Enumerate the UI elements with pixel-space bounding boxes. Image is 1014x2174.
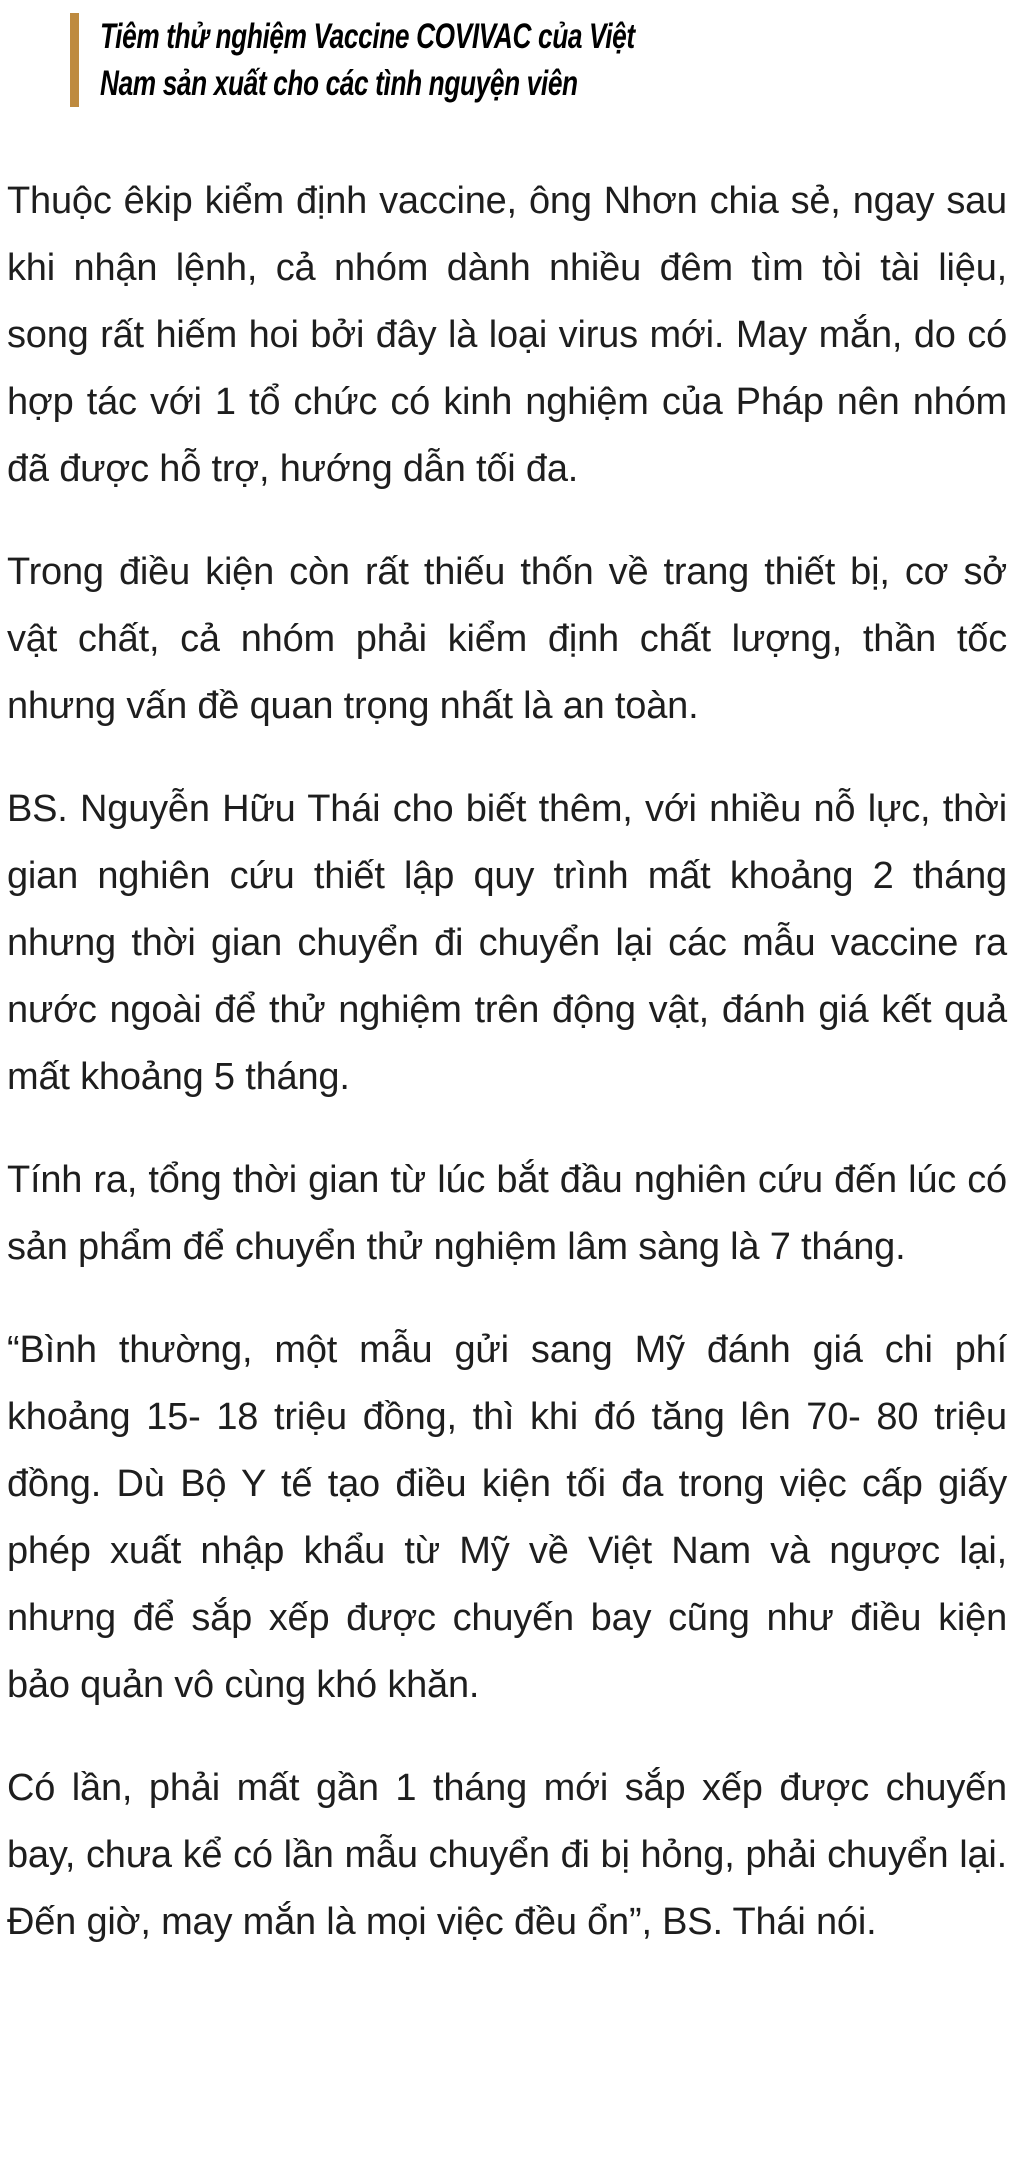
article-title-line-1: Tiêm thử nghiệm Vaccine COVIVAC của Việt <box>100 17 635 56</box>
article-title <box>79 13 813 107</box>
article-paragraph-1: Thuộc êkip kiểm định vaccine, ông Nhơn chia sẻ, ngay sau khi nhận lệnh, cả nhóm dành nhiều đêm tìm tòi tài liệu, song rất hiếm hoi bởi đây là loại virus mới. May mắn, do có hợp tác với 1 tổ chức có kinh nghiệm của Pháp nên nhóm đã được hỗ trợ, hướng dẫn tối đa. <box>7 180 1007 490</box>
article-paragraph-5: “Bình thường, một mẫu gửi sang Mỹ đánh giá chi phí khoảng 15- 18 triệu đồng, thì khi đó tăng lên 70- 80 triệu đồng. Dù Bộ Y tế tạo điều kiện tối đa trong việc cấp giấy phép xuất nhập khẩu từ Mỹ về Việt Nam và ngược lại, nhưng để sắp xếp được chuyến bay cũng như điều kiện bảo quản vô cùng khó khăn. <box>7 1329 1007 1706</box>
article-title-block <box>70 13 1007 107</box>
article-paragraph-2: Trong điều kiện còn rất thiếu thốn về trang thiết bị, cơ sở vật chất, cả nhóm phải kiểm định chất lượng, thần tốc nhưng vấn đề quan trọng nhất là an toàn. <box>7 551 1007 727</box>
article-paragraph-4: Tính ra, tổng thời gian từ lúc bắt đầu nghiên cứu đến lúc có sản phẩm để chuyển thử nghiệm lâm sàng là 7 tháng. <box>7 1159 1007 1268</box>
article-body <box>7 168 1007 1956</box>
title-accent-bar <box>70 13 79 107</box>
article-paragraph-6: Có lần, phải mất gần 1 tháng mới sắp xếp được chuyến bay, chưa kể có lần mẫu chuyển đi bị hỏng, phải chuyển lại. Đến giờ, may mắn là mọi việc đều ổn”, BS. Thái nói. <box>7 1767 1007 1943</box>
article-paragraph-3: BS. Nguyễn Hữu Thái cho biết thêm, với nhiều nỗ lực, thời gian nghiên cứu thiết lập quy trình mất khoảng 2 tháng nhưng thời gian chuyển đi chuyển lại các mẫu vaccine ra nước ngoài để thử nghiệm trên động vật, đánh giá kết quả mất khoảng 5 tháng. <box>7 788 1007 1098</box>
article-title-line-2: Nam sản xuất cho các tình nguyện viên <box>100 64 578 103</box>
